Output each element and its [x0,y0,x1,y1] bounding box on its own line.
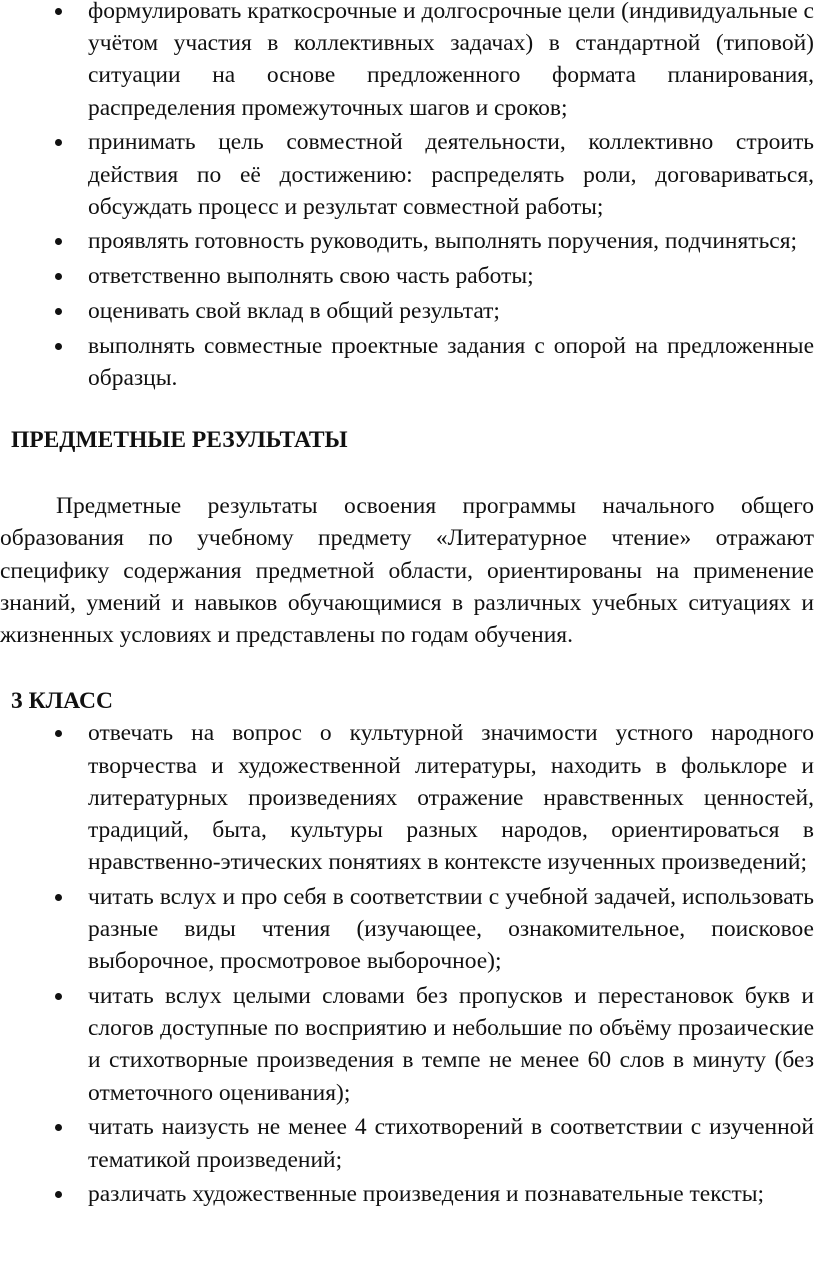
list-item-text: отвечать на вопрос о культурной значимости устного народного творчества и художественной литературы, находить в фольклоре и литературных произведениях отражение нравственных ценностей, традиций, быта, культуры разных народов, ориентироваться в нравственно-этических понятиях в контексте изученных произведений; [88,720,814,876]
bullet-icon [55,343,62,350]
section-heading-class-3: 3 КЛАСС [11,688,113,715]
list-item [0,1111,816,1175]
list-item-text: читать вслух и про себя в соответствии с учебной задачей, использовать разные виды чтения (изучающее, ознакомительное, поисковое выборочное, просмотровое выборочное); [88,883,814,975]
list-item-text: различать художественные произведения и познавательные тексты; [88,1181,765,1208]
list-item [0,980,816,1109]
list-item-text: ответственно выполнять свою часть работы; [88,263,534,290]
list-item [0,260,816,292]
bullet-icon [55,894,62,901]
list-item-text: оценивать свой вклад в общий результат; [88,297,500,324]
bullet-icon [55,308,62,315]
bullet-icon [55,238,62,245]
list-item-text: читать вслух целыми словами без пропусков и перестановок букв и слогов доступные по восприятию и небольшие по объёму прозаические и стихотворные произведения в темпе не менее 60 слов в минуту (без отметочного оценивания); [88,982,814,1106]
list-item [0,717,816,878]
bullet-icon [55,1191,62,1198]
bullet-icon [55,273,62,280]
outcomes-list-top [0,0,816,394]
bullet-icon [55,730,62,737]
list-item-text: читать наизусть не менее 4 стихотворений в соответствии с изученной тематикой произведений; [88,1114,814,1173]
body-paragraph: Предметные результаты освоения программы начального общего образования по учебному предмету «Литературное чтение» отражают специфику содержания предметной области, ориентированы на применение знаний, умений и навыков обучающимися в различных учебных ситуациях и жизненных условиях и представлены по годам обучения. [0,493,814,648]
list-item-text: проявлять готовность руководить, выполнять поручения, подчиняться; [88,228,798,255]
section-heading-subject-results: ПРЕДМЕТНЫЕ РЕЗУЛЬТАТЫ [11,426,348,453]
bullet-icon [55,8,62,15]
list-item [0,0,816,124]
list-item-text: принимать цель совместной деятельности, коллективно строить действия по её достижению: распределять роли, договариваться, обсуждать процесс и результат совместной работы; [88,129,814,220]
list-item [0,330,816,394]
list-item [0,1178,816,1210]
bullet-icon [55,993,62,1000]
bullet-icon [55,1124,62,1131]
list-item [0,225,816,257]
list-item [0,126,816,223]
list-item [0,295,816,327]
list-item-text: формулировать краткосрочные и долгосрочные цели (индивидуальные с учётом участия в коллективных задачах) в стандартной (типовой) ситуации на основе предложенного формата планирования, распределения промежуточных шагов и сроков; [88,0,814,121]
list-item-text: выполнять совместные проектные задания с опорой на предложенные образцы. [88,332,814,391]
list-item [0,881,816,978]
outcomes-list-class-3 [0,717,816,1210]
bullet-icon [55,139,62,146]
